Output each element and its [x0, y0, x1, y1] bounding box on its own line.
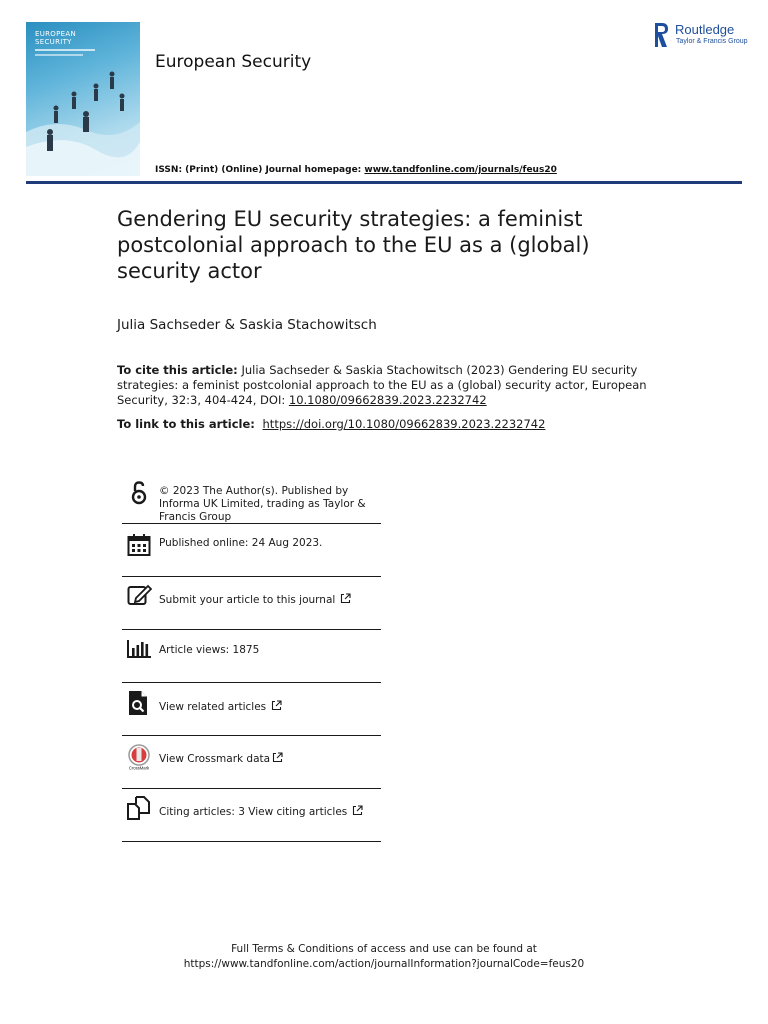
cover-figures-art [26, 62, 140, 176]
search-document-icon [126, 690, 152, 716]
link-label: To link to this article: [117, 417, 259, 431]
journal-cover-image [26, 22, 140, 176]
citation-block [117, 363, 647, 408]
cover-subtitle-bar [35, 54, 83, 56]
related-articles-row[interactable] [122, 684, 381, 736]
article-url-link[interactable]: https://doi.org/10.1080/09662839.2023.2232742 [262, 417, 546, 431]
footer-terms [0, 942, 768, 972]
journal-homepage-link[interactable]: www.tandfonline.com/journals/feus20 [364, 165, 557, 175]
edit-icon [126, 582, 152, 608]
crossmark-link[interactable]: View Crossmark data [159, 752, 381, 766]
calendar-icon [126, 532, 152, 558]
bar-chart-icon [126, 636, 152, 662]
citing-articles-row[interactable] [122, 790, 381, 842]
publisher-tagline: Taylor & Francis Group [676, 38, 748, 45]
article-views-text: Article views: 1875 [159, 644, 260, 656]
external-link-icon [340, 593, 351, 604]
publisher-name: Routledge [675, 22, 735, 37]
crossmark-label: CrossMark [128, 765, 150, 770]
external-link-icon [272, 752, 283, 763]
journal-name: European Security [155, 52, 312, 72]
citing-articles-link[interactable]: Citing articles: 3 View citing articles [159, 805, 381, 819]
open-access-row [122, 478, 381, 524]
issn-text: ISSN: (Print) (Online) Journal homepage: [155, 165, 365, 175]
copyright-text: © 2023 The Author(s). Published by Informa UK Limited, trading as Taylor & Francis Group [159, 485, 366, 523]
citation-text: Julia Sachseder & Saskia Stachowitsch (2023) Gendering EU security strategies: a feminist postcolonial approach to the EU as a (global) security actor, European Security, 32:3, 404-424, DOI: [117, 363, 647, 407]
footer-terms-url[interactable]: https://www.tandfonline.com/action/journalInformation?journalCode=feus20 [183, 958, 585, 970]
published-date-row [122, 525, 381, 577]
open-access-icon [126, 480, 152, 506]
header-divider [26, 181, 742, 184]
doi-link[interactable]: 10.1080/09662839.2023.2232742 [288, 393, 487, 407]
external-link-icon [271, 700, 282, 711]
crossmark-icon [126, 744, 152, 770]
crossmark-row[interactable] [122, 737, 381, 789]
routledge-logo-icon [653, 21, 671, 49]
publisher-logo[interactable] [653, 21, 748, 49]
citation-label: To cite this article: [117, 363, 238, 377]
article-views-row [122, 631, 381, 683]
cover-title: EUROPEAN SECURITY [35, 30, 76, 46]
related-articles-link[interactable]: View related articles [159, 700, 381, 714]
external-link-icon [352, 805, 363, 816]
submit-article-row[interactable] [122, 578, 381, 630]
article-link-block [117, 417, 545, 431]
submit-article-link[interactable]: Submit your article to this journal [159, 593, 381, 607]
footer-line-1: Full Terms & Conditions of access and use can be found at [231, 943, 537, 955]
article-title: Gendering EU security strategies: a feminist postcolonial approach to the EU as a (global) security actor [117, 207, 590, 283]
published-date-text: Published online: 24 Aug 2023. [159, 537, 323, 549]
article-authors: Julia Sachseder & Saskia Stachowitsch [117, 317, 377, 333]
citing-icon [126, 795, 152, 821]
issn-line [155, 165, 557, 175]
cover-subtitle-bar [35, 49, 95, 51]
